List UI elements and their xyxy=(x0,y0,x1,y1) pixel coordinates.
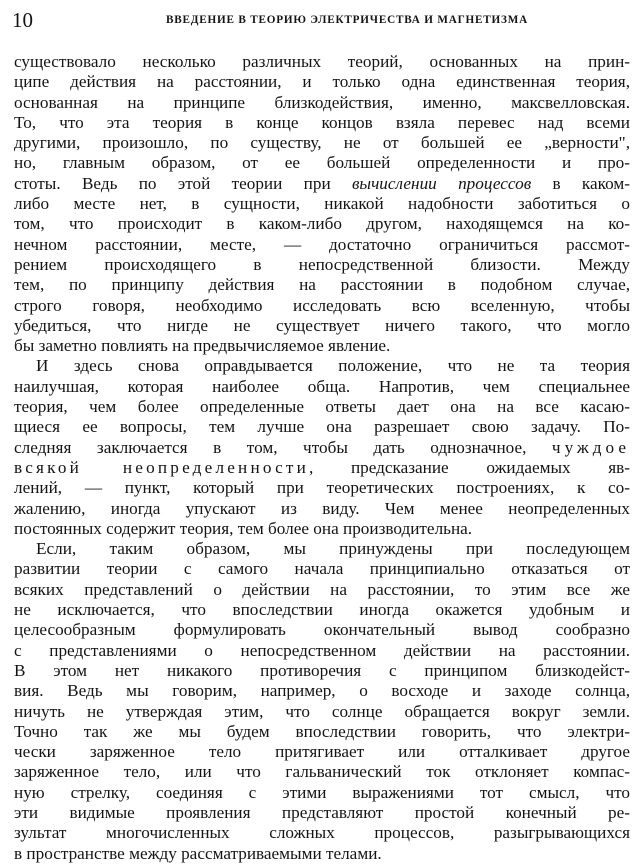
text-line: стоты. Ведь по этой теории при вычислении процессов в каком- xyxy=(14,173,630,193)
text-line: основанная на принципе близкодействия, именно, максвелловская. xyxy=(14,92,630,112)
text-line: лений, — пункт, который при теоретических построениях, к со- xyxy=(14,478,630,498)
text-line: целесообразным формулировать окончательный вывод сообразно xyxy=(14,620,630,640)
text-line: Если, таким образом, мы принуждены при последующем xyxy=(36,539,630,559)
body-text xyxy=(14,52,630,864)
text-line: всяких представлений о действии на расстоянии, то этим все же xyxy=(14,579,630,599)
text-line: зультат многочисленных сложных процессов, разыгрывающихся xyxy=(14,823,630,843)
text-line: всякой неопределенности, предсказание ожидаемых яв- xyxy=(14,457,630,477)
text-line: щиеся ее вопросы, тем лучше она разрешает свою задачу. По- xyxy=(14,417,630,437)
text-line: рением происходящего в непосредственной близости. Между xyxy=(14,254,630,274)
text-line: ную стрелку, соединяя с этими выражениями тот смысл, что xyxy=(14,782,630,802)
text-line: другими, произошло, по существу, не от большей ее „верности", xyxy=(14,133,630,153)
text-line: нечном расстоянии, месте, — достаточно ограничиться рассмот- xyxy=(14,234,630,254)
text-line: строго говоря, необходимо исследовать всю вселенную, чтобы xyxy=(14,295,630,315)
text-line: не исключается, что впоследствии иногда окажется удобным и xyxy=(14,600,630,620)
text-line: эти видимые проявления представляют простой конечный ре- xyxy=(14,802,630,822)
text-line: с представлениями о непосредственном действии на расстоянии. xyxy=(14,640,630,660)
text-line: в пространстве между рассматриваемыми телами. xyxy=(14,843,382,863)
text-line: чески заряженное тело притягивает или отталкивает другое xyxy=(14,742,630,762)
page-number: 10 xyxy=(12,8,33,32)
text-line: том, что происходит в каком-либо другом, находящемся на ко- xyxy=(14,214,630,234)
text-line: В этом нет никакого противоречия с принципом близкодейст- xyxy=(14,660,630,680)
text-line: То, что эта теория в конце концов взяла перевес над всеми xyxy=(14,112,630,132)
text-line: заряженное тело, или что гальванический ток отклоняет компас- xyxy=(14,762,630,782)
text-line: развитии теории с самого начала принципиально отказаться от xyxy=(14,559,630,579)
text-line: постоянных содержит теория, тем более она производительна. xyxy=(14,518,473,538)
text-line: бы заметно повлиять на предвычисляемое явление. xyxy=(14,336,391,356)
text-line: либо месте нет, в сущности, никакой надобности заботиться о xyxy=(14,194,630,214)
text-line: вия. Ведь мы говорим, например, о восходе и заходе солнца, xyxy=(14,681,630,701)
text-line: существовало несколько различных теорий, основанных на прин- xyxy=(14,52,630,71)
text-line: но, главным образом, от ее большей определенности и про- xyxy=(14,153,630,173)
text-line: следняя заключается в том, чтобы дать однозначное, чуждое xyxy=(14,437,630,457)
text-line: тем, по принципу действия на расстоянии в подобном случае, xyxy=(14,275,630,295)
text-line: ничуть не утверждая этим, что солнце обращается вокруг земли. xyxy=(14,701,630,721)
text-line: ципе действия на расстоянии, и только одна единственная теория, xyxy=(14,72,630,92)
text-line: теория, чем более определенные ответы дает она на все касаю- xyxy=(14,397,630,417)
page-header xyxy=(10,8,634,38)
text-line: жалению, иногда упускают из виду. Чем менее неопределенных xyxy=(14,498,630,518)
text-line: убедиться, что нигде не существует ничего такого, что могло xyxy=(14,315,630,335)
text-line: наилучшая, которая наиболее обща. Напротив, чем специальнее xyxy=(14,376,630,396)
running-title: ВВЕДЕНИЕ В ТЕОРИЮ ЭЛЕКТРИЧЕСТВА И МАГНЕТИЗМА xyxy=(166,14,528,26)
text-line: И здесь снова оправдывается положение, что не та теория xyxy=(36,356,630,376)
text-line: Точно так же мы будем впоследствии говорить, что электри- xyxy=(14,721,630,741)
